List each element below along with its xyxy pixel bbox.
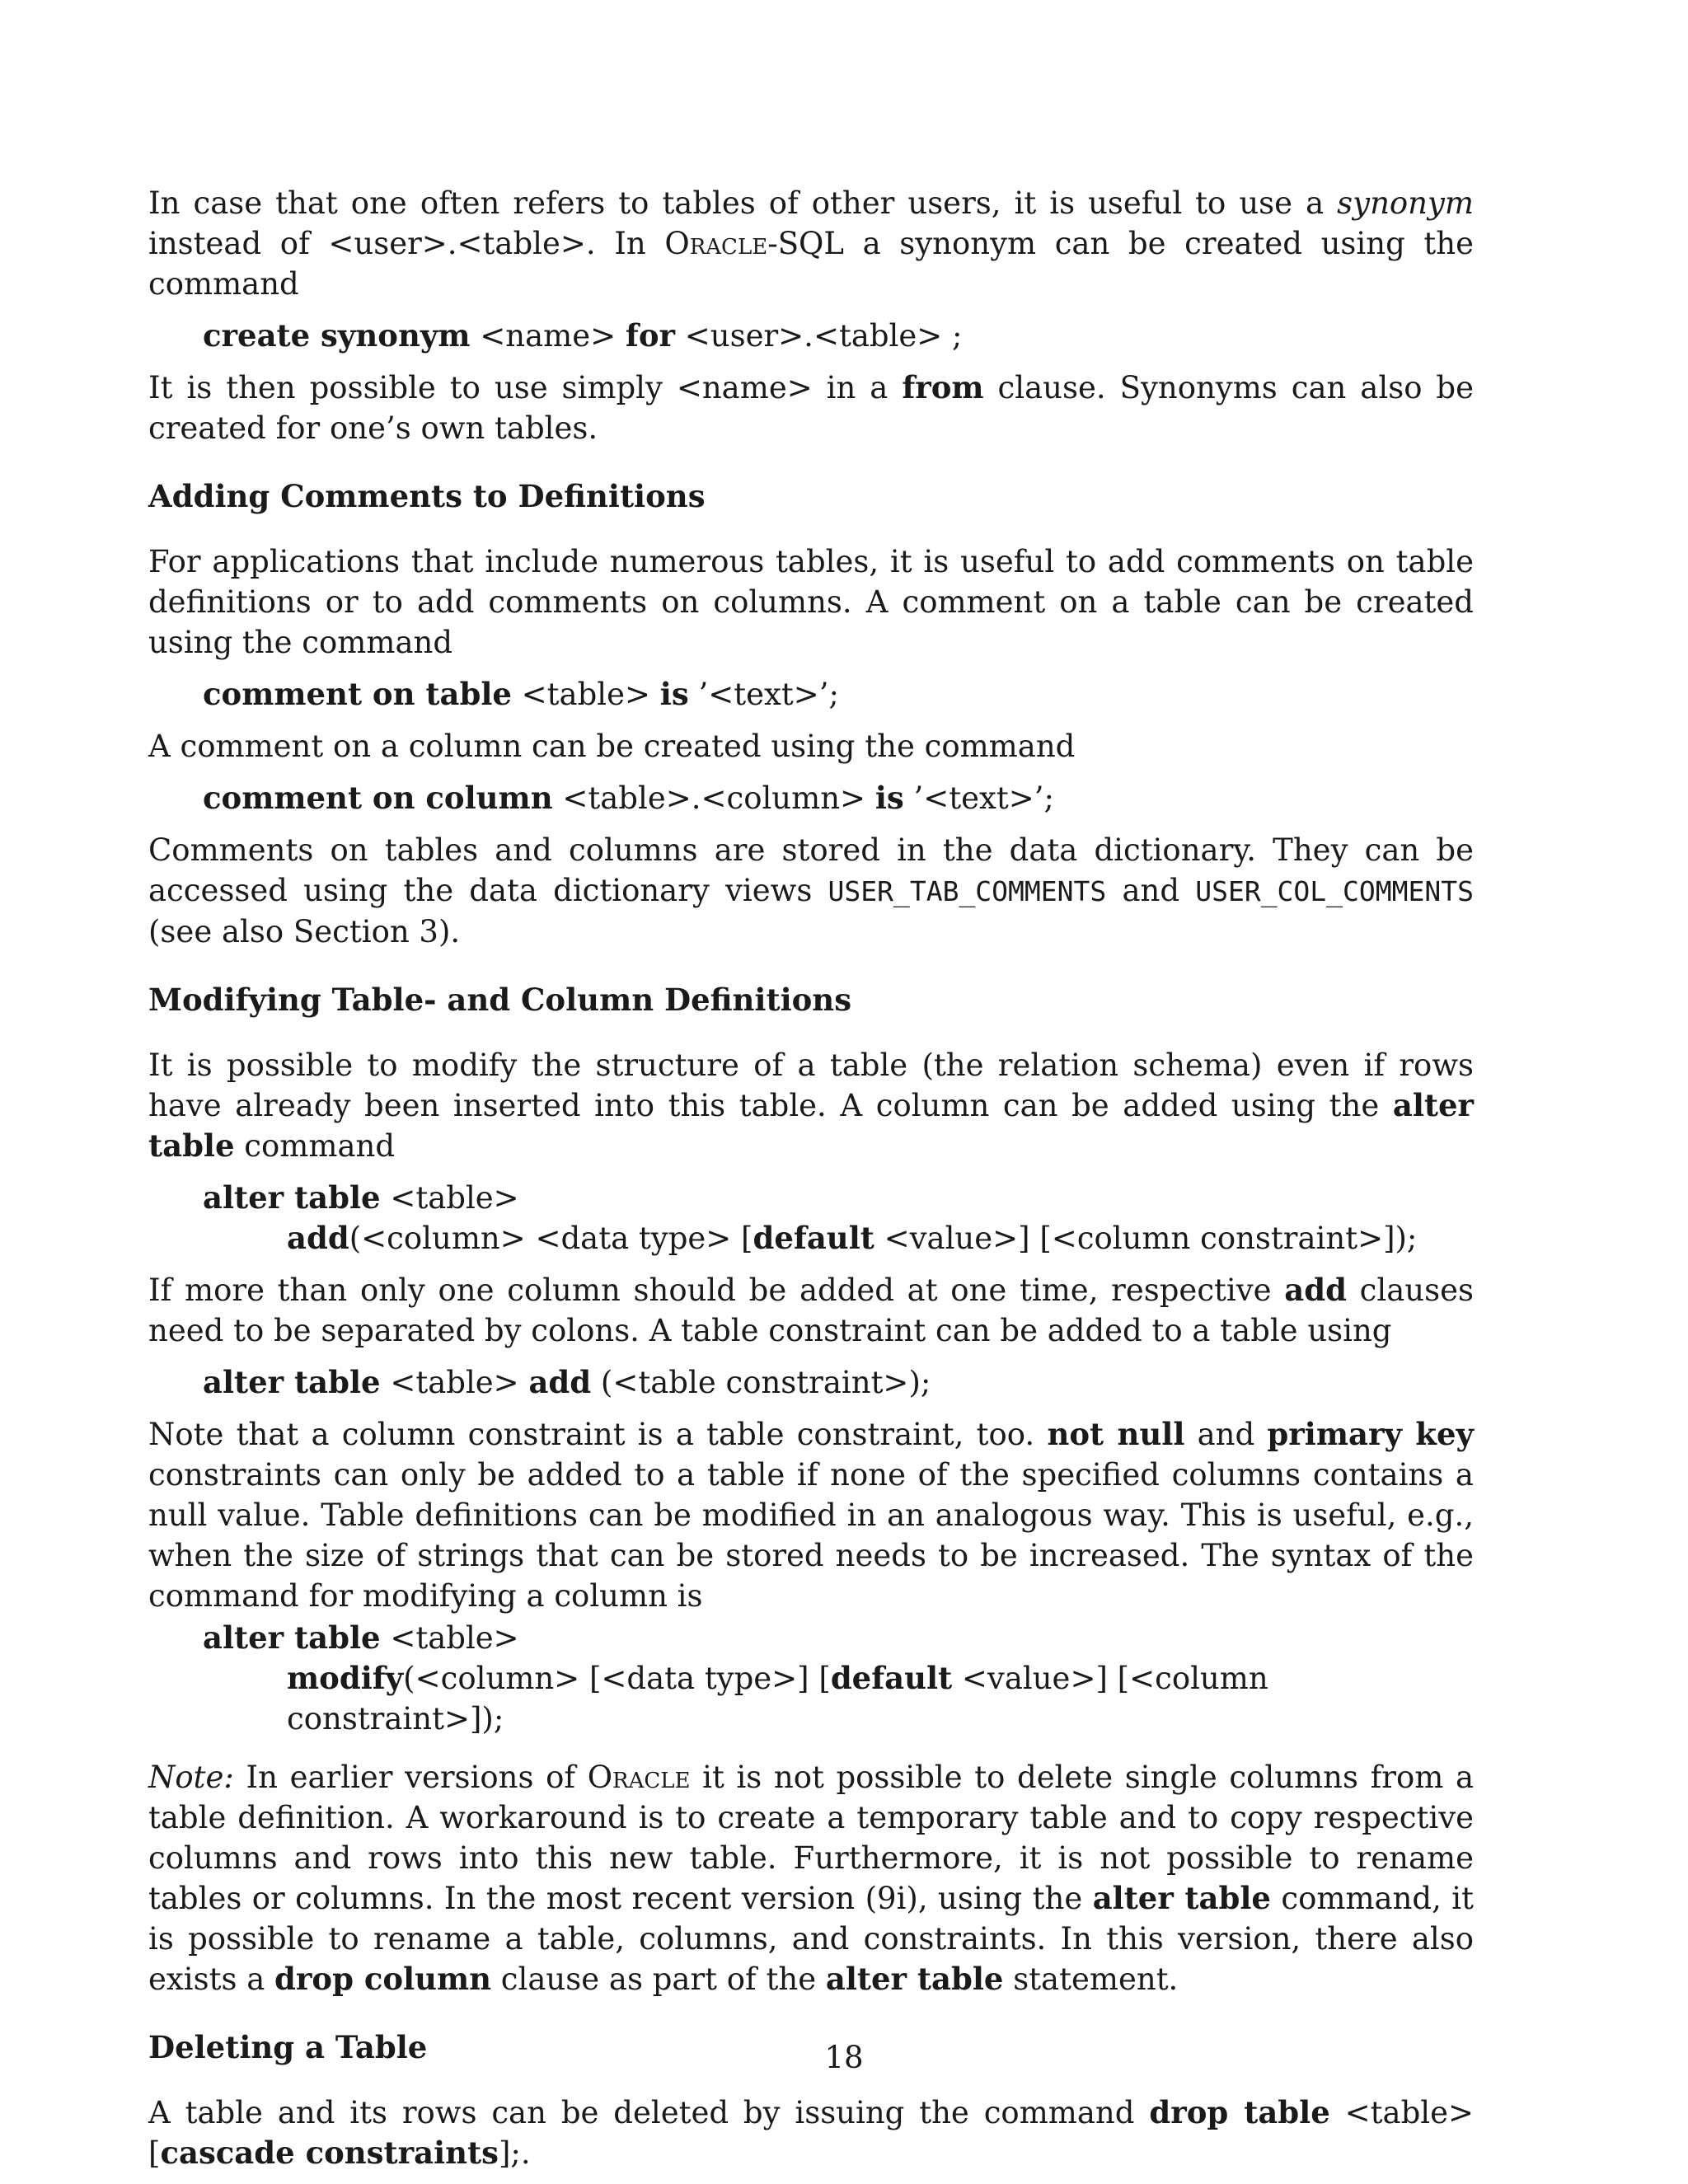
heading-modifying-definitions: Modifying Table- and Column Definitions (148, 982, 852, 1018)
paragraph-synonym-usage: It is then possible to use simply <name> in a from clause. Synonyms can also be created for one’s own tables. (148, 369, 1475, 446)
command-line-modify-column: modify(<column> [<data type>] [default <value>] [<column constraint>]); (287, 1660, 1268, 1736)
command-comment-on-table: comment on table <table> is ’<text>’; (203, 676, 839, 712)
command-create-synonym: create synonym <name> for <user>.<table> ; (203, 317, 963, 354)
paragraph-comment-column: A comment on a column can be created using the command (148, 729, 1076, 764)
paragraph-note: Note: In earlier versions of Oracle it is not possible to delete single columns from a table definition. A workaround is to create a temporary table and to copy respective columns and rows into this new table. Furthermore, it is not possible to rename tables or columns. In the most recent version (9i), using the alter table command, it is possible to rename a table, columns, and constraints. In this version, there also exists a drop column clause as part of the alter table statement. (148, 1760, 1475, 1997)
command-alter-table-add (203, 1178, 1474, 1258)
paragraph-modify-intro: It is possible to modify the structure of a table (the relation schema) even if rows have already been inserted into this table. A column can be added using the alter table command (148, 1047, 1474, 1164)
heading-deleting-table: Deleting a Table (148, 2029, 428, 2065)
command-alter-table-modify (203, 1618, 1474, 1739)
command-alter-table-add-constraint: alter table <table> add (<table constraint>); (203, 1364, 931, 1400)
paragraph-synonym-intro: In case that one often refers to tables of other users, it is useful to use a synonym instead of <user>.<table>. In Oracle-SQL a synonym can be created using the command (148, 185, 1474, 302)
paragraph-modify-constraints: Note that a column constraint is a table constraint, too. not null and primary key constraints can only be added to a table if none of the specified columns contains a null value. Table definitions can be modified in an analogous way. This is useful, e.g., when the size of strings that can be stored needs to be increased. The syntax of the command for modifying a column is (148, 1416, 1474, 1614)
page-content (148, 183, 1474, 2173)
page-number: 18 (824, 2040, 864, 2075)
heading-adding-comments: Adding Comments to Definitions (148, 478, 706, 514)
paragraph-comments-dictionary: Comments on tables and columns are stored in the data dictionary. They can be accessed using the data dictionary views USER_TAB_COMMENTS and USER_COL_COMMENTS (see also Section 3). (148, 832, 1474, 949)
command-line-alter-table-2: alter table <table> (203, 1619, 519, 1656)
command-comment-on-column: comment on column <table>.<column> is ’<text>’; (203, 780, 1054, 816)
paragraph-delete: A table and its rows can be deleted by issuing the command drop table <table> [cascade constraints];. (148, 2094, 1475, 2171)
paragraph-modify-multiple: If more than only one column should be added at one time, respective add clauses need to be separated by colons. A table constraint can be added to a table using (148, 1272, 1474, 1348)
command-line-alter-table: alter table <table> (203, 1179, 519, 1216)
command-line-add-column: add(<column> <data type> [default <value>] [<column constraint>]); (287, 1220, 1418, 1256)
paragraph-comments-intro: For applications that include numerous tables, it is useful to add comments on table definitions or to add comments on columns. A comment on a table can be created using the command (148, 544, 1474, 660)
